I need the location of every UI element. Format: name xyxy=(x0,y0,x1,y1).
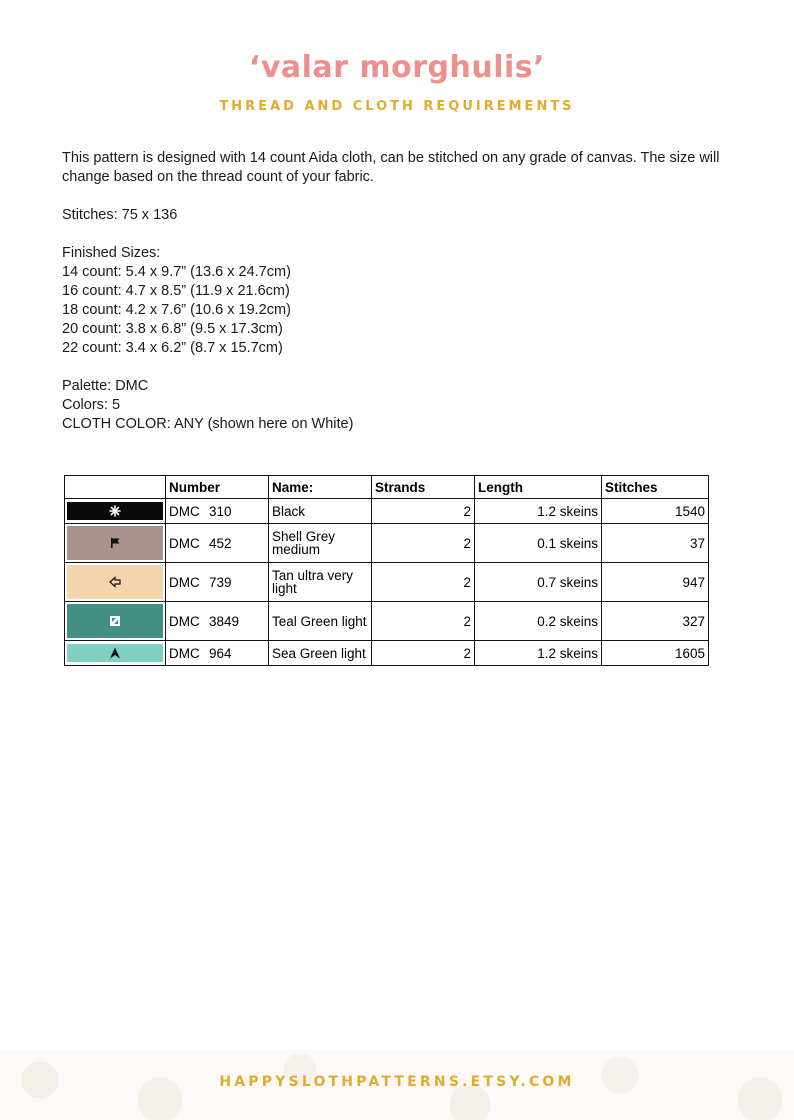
finished-size-18: 18 count: 4.2 x 7.6” (10.6 x 19.2cm) xyxy=(62,302,291,318)
thread-strands: 2 xyxy=(372,524,475,563)
thread-name: Tan ultra very light xyxy=(269,563,372,602)
thread-strands: 2 xyxy=(372,499,475,524)
header-name: Name: xyxy=(269,476,372,499)
header-length: Length xyxy=(475,476,602,499)
thread-length: 1.2 skeins xyxy=(475,499,602,524)
thread-number: 739 xyxy=(209,574,232,590)
thread-name: Shell Grey medium xyxy=(269,524,372,563)
table-row xyxy=(65,563,709,602)
finished-size-14: 14 count: 5.4 x 9.7” (13.6 x 24.7cm) xyxy=(62,264,291,280)
thread-stitches: 1605 xyxy=(602,641,709,666)
thread-name: Sea Green light xyxy=(269,641,372,666)
palette-code: DMC xyxy=(169,503,200,519)
finished-size-22: 22 count: 3.4 x 6.2” (8.7 x 15.7cm) xyxy=(62,340,283,356)
table-row xyxy=(65,524,709,563)
table-row xyxy=(65,499,709,524)
pattern-description xyxy=(62,149,732,434)
arrowhead-icon xyxy=(109,647,121,659)
thread-strands: 2 xyxy=(372,602,475,641)
palette-code: DMC xyxy=(169,535,200,551)
intro-paragraph: This pattern is designed with 14 count Aida cloth, can be stitched on any grade of canvas. The size will change based on the thread count of your fabric. xyxy=(62,150,720,185)
thread-number: 3849 xyxy=(209,613,240,629)
arrow-left-icon xyxy=(109,576,121,588)
thread-stitches: 327 xyxy=(602,602,709,641)
palette-info: Palette: DMC xyxy=(62,378,149,394)
color-swatch xyxy=(67,644,163,662)
thread-name: Black xyxy=(269,499,372,524)
header-stitches: Stitches xyxy=(602,476,709,499)
thread-length: 1.2 skeins xyxy=(475,641,602,666)
page-subtitle: THREAD AND CLOTH REQUIREMENTS xyxy=(219,99,575,114)
color-count: Colors: 5 xyxy=(62,397,121,413)
flag-icon xyxy=(109,537,121,549)
header-number: Number xyxy=(166,476,269,499)
table-row xyxy=(65,602,709,641)
thread-number: 964 xyxy=(209,645,232,661)
color-swatch xyxy=(67,526,163,560)
header-strands: Strands xyxy=(372,476,475,499)
table-row xyxy=(65,641,709,666)
palette-code: DMC xyxy=(169,645,200,661)
finished-size-16: 16 count: 4.7 x 8.5” (11.9 x 21.6cm) xyxy=(62,283,290,299)
color-swatch xyxy=(67,502,163,520)
finished-size-20: 20 count: 3.8 x 6.8” (9.5 x 17.3cm) xyxy=(62,321,283,337)
color-swatch xyxy=(67,604,163,638)
cloth-color: CLOTH COLOR: ANY (shown here on White) xyxy=(62,416,354,432)
thread-stitches: 947 xyxy=(602,563,709,602)
page-title: ‘valar morghulis’ xyxy=(248,50,546,85)
thread-stitches: 37 xyxy=(602,524,709,563)
header-swatch xyxy=(65,476,166,499)
finished-sizes-label: Finished Sizes: xyxy=(62,245,161,261)
thread-number: 310 xyxy=(209,503,232,519)
thread-length: 0.2 skeins xyxy=(475,602,602,641)
thread-strands: 2 xyxy=(372,563,475,602)
thread-stitches: 1540 xyxy=(602,499,709,524)
table-header-row xyxy=(65,476,709,499)
thread-length: 0.7 skeins xyxy=(475,563,602,602)
diagonal-arrows-icon xyxy=(109,615,121,627)
color-swatch xyxy=(67,565,163,599)
stitch-count: Stitches: 75 x 136 xyxy=(62,207,178,223)
thread-number: 452 xyxy=(209,535,232,551)
thread-name: Teal Green light xyxy=(269,602,372,641)
palette-code: DMC xyxy=(169,613,200,629)
thread-length: 0.1 skeins xyxy=(475,524,602,563)
thread-strands: 2 xyxy=(372,641,475,666)
palette-code: DMC xyxy=(169,574,200,590)
star-burst-icon xyxy=(109,505,121,517)
shop-url: HAPPYSLOTHPATTERNS.ETSY.COM xyxy=(219,1074,575,1090)
thread-table xyxy=(64,475,709,666)
